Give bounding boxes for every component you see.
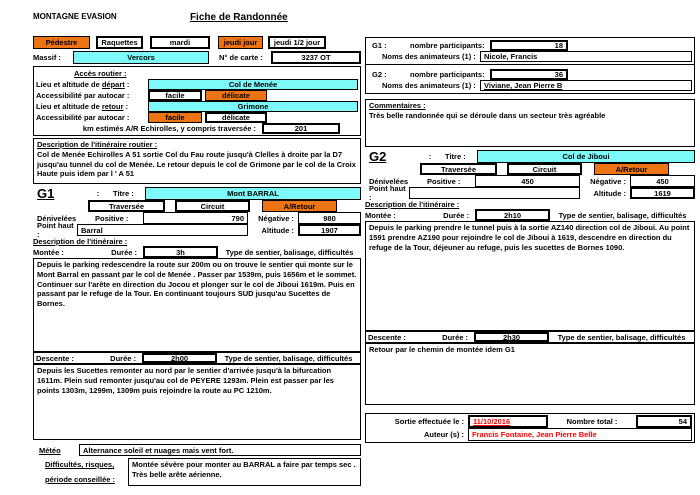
g2-montee-duree-field[interactable]: 2h10 (475, 209, 550, 221)
option-pedestre[interactable]: Pédestre (33, 36, 90, 49)
right-column (365, 12, 695, 495)
difficultes-row (33, 458, 361, 486)
massif-row (33, 51, 361, 64)
g2-montee-type-label: Type de sentier, balisage, difficultés (558, 210, 687, 220)
g1-desc-title-row (33, 236, 361, 246)
depart-label: Lieu et altitude de départ : (36, 80, 130, 89)
km-label: km estimés A/R Echirolles, y compris traversée : (82, 124, 256, 133)
km-row (36, 123, 358, 134)
acces-routier-panel (33, 66, 361, 136)
g1-descente-type-label: Type de sentier, balisage, difficultés (224, 353, 353, 363)
g1-colon: : (96, 188, 100, 198)
autocar-retour-row (36, 112, 358, 123)
acces-title-row (36, 68, 358, 79)
g2-circuit-option[interactable]: Circuit (507, 163, 582, 175)
g1-descente-duree-label: Durée : (110, 353, 136, 363)
g1-denivelees-row (33, 212, 361, 224)
g2-point-haut-field[interactable] (409, 187, 580, 199)
g1-montee-duree-label: Durée : (111, 247, 137, 257)
g2-descente-row (365, 331, 695, 343)
autocar-depart-row (36, 90, 358, 101)
g1-positive-label: Positive : (95, 213, 129, 223)
g1-denivelees-label: Dénivelées (37, 213, 77, 223)
carte-value-field[interactable]: 3237 OT (271, 51, 361, 64)
g2-aretour-option[interactable]: A/Retour (594, 163, 669, 175)
sortie-label: Sortie effectuée le : (394, 417, 464, 426)
participants-divider (366, 64, 694, 65)
retour-label: Lieu et altitude de retour : (36, 102, 129, 111)
g2-descente-label: Descente : (368, 332, 406, 342)
g2-descente-type-label: Type de sentier, balisage, difficultés (557, 332, 686, 342)
g2-descente-text-field[interactable]: Retour par le chemin de montée idem G1 (365, 343, 695, 405)
commentaires-panel[interactable] (365, 99, 695, 147)
g1-altitude-field[interactable]: 1907 (298, 224, 361, 236)
difficultes-labels (33, 460, 128, 484)
g2-descente-duree-label: Durée : (442, 332, 468, 342)
g1-circuit-option[interactable]: Circuit (175, 200, 250, 212)
left-column (33, 12, 361, 495)
auteurs-row (368, 428, 692, 441)
g1-montee-label: Montée : (33, 247, 64, 257)
g2-block (365, 149, 695, 405)
g2-montee-duree-label: Durée : (443, 210, 469, 220)
meteo-value-field[interactable]: Alternance soleil et nuages mais vent fort. (79, 444, 361, 456)
g1-descente-duree-field[interactable]: 2h00 (142, 353, 217, 363)
g2-point-haut-row (365, 184, 695, 202)
g2-nombre-label: nombre participants: (410, 70, 485, 79)
option-jeudi-jour[interactable]: jeudi jour (218, 36, 263, 49)
option-jeudi-demi-jour[interactable]: jeudi 1/2 jour (268, 36, 326, 49)
g1-desc-title: Description de l'itinéraire : (33, 236, 128, 246)
g2-colon: : (428, 151, 432, 161)
g2-montee-text-field[interactable]: Depuis le parking prendre le tunnel puis à la sortie AZ140 direction col de Jiboui. Au point 1591 prendre AZ190 pour rejoindre le col de Jiboui à 1619, descendre en direction du refuge de la Tour, déjeuner au refuge, puis les sucettes de Bornes 1090. (365, 221, 695, 331)
g2-participants-row (368, 69, 692, 80)
commentaires-title: Commentaires : (369, 101, 426, 110)
g1-animateurs-label: Noms des animateurs (1) : (382, 52, 476, 61)
g2-titre-label: Titre : (445, 151, 466, 161)
g2-nombre-field[interactable]: 36 (490, 69, 568, 80)
g2-type-row (365, 163, 695, 175)
g1-montee-type-label: Type de sentier, balisage, difficultés (225, 247, 354, 257)
g1-positive-field[interactable]: 790 (143, 212, 248, 224)
g2-animateurs-label: Noms des animateurs (1) : (382, 81, 476, 90)
g1-traversee-option[interactable]: Traversée (88, 200, 165, 212)
g2-altitude-label: Altitude : (593, 188, 626, 198)
massif-label: Massif : (33, 53, 61, 62)
g1-descente-row (33, 352, 361, 364)
g1-negative-label: Négative : (258, 213, 294, 223)
g1-montee-row (33, 246, 361, 258)
g1-montee-duree-field[interactable]: 3h (143, 246, 218, 258)
option-mardi[interactable]: mardi (150, 36, 210, 49)
g2-desc-title: Description de l'itinéraire : (365, 199, 460, 209)
g1-title-row (33, 186, 361, 200)
sortie-date-row (368, 415, 692, 428)
sortie-date-field[interactable]: 11/10/2016 (468, 415, 548, 428)
sortie-panel (365, 413, 695, 443)
auteur-label: Auteur (s) : (424, 430, 464, 439)
km-value-field[interactable]: 201 (262, 123, 340, 134)
g2-participants-label: G2 : (372, 70, 387, 79)
difficultes-label-2: période conseillée : (45, 475, 116, 484)
g1-point-haut-label: Point haut : (37, 221, 74, 239)
g1-nombre-label: nombre participants: (410, 41, 485, 50)
g2-altitude-field[interactable]: 1619 (630, 187, 695, 199)
g1-animateurs-field[interactable]: Nicole, Francis (480, 51, 692, 62)
massif-value-field[interactable]: Vercors (73, 51, 209, 64)
g1-descente-label: Descente : (36, 353, 74, 363)
difficultes-label-1: Difficultés, risques, (45, 460, 115, 469)
retour-row (36, 101, 358, 112)
g2-denivelees-label: Dénivelées (369, 176, 409, 186)
delicate-retour-option[interactable]: délicate (205, 112, 267, 123)
facile-retour-option[interactable]: facile (148, 112, 202, 123)
g2-id: G2 (369, 148, 387, 164)
g2-traversee-option[interactable]: Traversée (420, 163, 497, 175)
g1-point-haut-row (33, 221, 361, 239)
commentaires-text: Très belle randonnée qui se déroule dans un secteur très agréable (369, 111, 606, 121)
route-text: Col de Menée Echirolles A 51 sortie Col du Fau route jusqu'à Clelles à droite par la D7 jusqu'au tunnel du col de Menée. Le retour depuis le col de Grimone par le col de la Croix Haute puis idem par l ' A 51 (37, 149, 356, 179)
route-title: Description de l'itinéraire routier : (37, 140, 158, 149)
g2-animateurs-field[interactable]: Viviane, Jean Pierre B (480, 80, 692, 91)
g2-desc-title-row (365, 199, 695, 209)
facile-depart-option[interactable]: facile (148, 90, 202, 101)
g2-animateurs-row (368, 80, 692, 91)
activity-options-row (33, 36, 361, 49)
org-name: MONTAGNE EVASION (33, 12, 117, 21)
acces-title: Accès routier : (74, 69, 127, 78)
g1-altitude-label: Altitude : (261, 225, 294, 235)
g2-point-haut-label: Point haut : (369, 184, 406, 202)
g2-positive-label: Positive : (427, 176, 461, 186)
g1-nombre-field[interactable]: 18 (490, 40, 568, 51)
g2-montee-row (365, 209, 695, 221)
autocar-label-1: Accessibilité par autocar : (36, 91, 130, 100)
delicate-depart-option[interactable]: délicate (205, 90, 267, 101)
g2-title-row (365, 149, 695, 163)
auteurs-field[interactable]: Francis Fontaine, Jean Pierre Belle (468, 428, 692, 441)
meteo-row (33, 444, 361, 456)
g1-type-row (33, 200, 361, 212)
nombre-total-label: Nombre total : (566, 417, 618, 426)
g1-aretour-option[interactable]: A/Retour (262, 200, 337, 212)
meteo-label: Météo (39, 445, 61, 455)
difficultes-value-field[interactable]: Montée sévère pour monter au BARRAL a faire par temps sec . Très belle arête aérienne. (128, 458, 361, 486)
g1-point-haut-field[interactable]: Barral (77, 224, 248, 236)
g1-block (33, 186, 361, 440)
g2-denivelees-row (365, 175, 695, 187)
depart-row (36, 79, 358, 90)
g2-descente-duree-field[interactable]: 2h30 (474, 332, 549, 342)
g2-titre-field[interactable]: Col de Jiboui (477, 150, 695, 163)
g1-negative-field[interactable]: 980 (298, 212, 361, 224)
retour-value-field[interactable]: Grimone (148, 101, 358, 112)
g2-montee-label: Montée : (365, 210, 396, 220)
g1-titre-field[interactable]: Mont BARRAL (145, 187, 361, 200)
g2-negative-field[interactable]: 450 (630, 175, 695, 187)
depart-value-field[interactable]: Col de Menée (148, 79, 358, 90)
g1-participants-label: G1 : (372, 41, 387, 50)
nombre-total-field[interactable]: 54 (636, 415, 692, 428)
route-description-panel[interactable] (33, 138, 361, 184)
g1-titre-label: Titre : (113, 188, 134, 198)
g2-positive-field[interactable]: 450 (475, 175, 580, 187)
g1-montee-text-field[interactable]: Depuis le parking redescendre la route sur 200m ou on trouve le sentier qui monte sur le Mont Barral en passant par le col de Menée . Passer par 1539m, puis 1656m et le sommet. Continuer sur l'arête en direction du Jocou et plonger sur le col de Jiboui 1619m. Puis en passant par le refuge de la Tour. En continuant toujours SUD jusqu'au Sucettes de Bornes. (33, 258, 361, 352)
g1-id: G1 (37, 185, 55, 201)
g1-animateurs-row (368, 51, 692, 62)
page-title: Fiche de Randonnée (189, 12, 288, 23)
g1-participants-row (368, 40, 692, 51)
g2-negative-label: Négative : (590, 176, 626, 186)
autocar-label-2: Accessibilité par autocar : (36, 113, 130, 122)
option-raquettes[interactable]: Raquettes (96, 36, 143, 49)
g1-descente-text-field[interactable]: Depuis les Sucettes remonter au nord par le sentier d'arrivée jusqu'à la bifurcation 1611m. Plein sud remonter jusqu'au col de PEYERE 1293m. Plein est passer par les points 1303m, 1299m, 1309m puis rejoindre la route au PC 1210m. (33, 364, 361, 440)
participants-panel (365, 37, 695, 94)
form-header (33, 12, 361, 28)
carte-label: N° de carte : (219, 53, 263, 62)
